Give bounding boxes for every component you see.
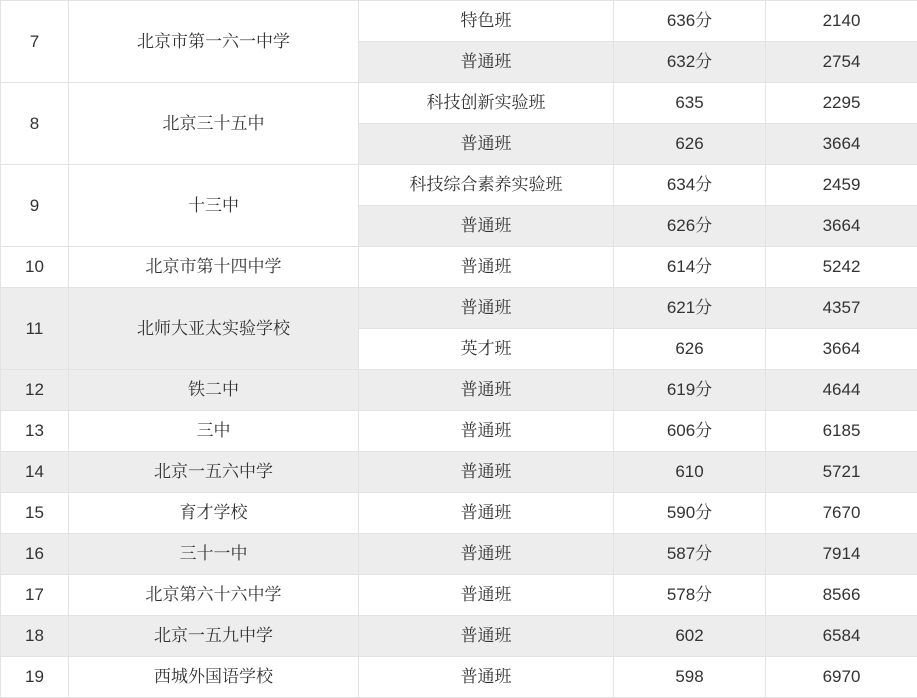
cell-score: 635: [614, 83, 766, 124]
cell-rank: 13: [1, 411, 69, 452]
cell-class-type: 普通班: [359, 657, 614, 698]
cell-score: 590分: [614, 493, 766, 534]
cell-score: 626: [614, 124, 766, 165]
cell-rank-position: 4644: [766, 370, 917, 411]
cell-rank: 15: [1, 493, 69, 534]
cell-rank: 12: [1, 370, 69, 411]
cell-rank-position: 3664: [766, 329, 917, 370]
cell-score: 636分: [614, 1, 766, 42]
cell-score: 578分: [614, 575, 766, 616]
cell-class-type: 普通班: [359, 42, 614, 83]
cell-rank-position: 5242: [766, 247, 917, 288]
cell-school-name: 北京一五九中学: [69, 616, 359, 657]
cell-class-type: 科技创新实验班: [359, 83, 614, 124]
cell-class-type: 普通班: [359, 411, 614, 452]
cell-rank: 11: [1, 288, 69, 370]
table-row: [1, 370, 917, 411]
cell-rank-position: 6185: [766, 411, 917, 452]
cell-rank-position: 2754: [766, 42, 917, 83]
cell-score: 598: [614, 657, 766, 698]
cell-school-name: 三中: [69, 411, 359, 452]
cell-class-type: 普通班: [359, 370, 614, 411]
cell-rank-position: 2459: [766, 165, 917, 206]
cell-rank-position: 3664: [766, 124, 917, 165]
cell-school-name: 北京第六十六中学: [69, 575, 359, 616]
table-row: [1, 1, 917, 42]
cell-score: 634分: [614, 165, 766, 206]
cell-score: 602: [614, 616, 766, 657]
table-row: [1, 452, 917, 493]
cell-score: 626分: [614, 206, 766, 247]
cell-class-type: 普通班: [359, 575, 614, 616]
cell-school-name: 三十一中: [69, 534, 359, 575]
cell-school-name: 铁二中: [69, 370, 359, 411]
cell-rank-position: 7670: [766, 493, 917, 534]
cell-class-type: 科技综合素养实验班: [359, 165, 614, 206]
cell-class-type: 普通班: [359, 247, 614, 288]
cell-rank: 14: [1, 452, 69, 493]
cell-class-type: 普通班: [359, 206, 614, 247]
cell-class-type: 普通班: [359, 452, 614, 493]
table-row: [1, 247, 917, 288]
table-row: [1, 83, 917, 124]
cell-rank: 9: [1, 165, 69, 247]
cell-class-type: 普通班: [359, 288, 614, 329]
cell-school-name: 西城外国语学校: [69, 657, 359, 698]
cell-score: 587分: [614, 534, 766, 575]
cell-school-name: 育才学校: [69, 493, 359, 534]
cell-score: 614分: [614, 247, 766, 288]
cell-class-type: 普通班: [359, 493, 614, 534]
cell-class-type: 英才班: [359, 329, 614, 370]
cell-rank-position: 3664: [766, 206, 917, 247]
cell-class-type: 普通班: [359, 616, 614, 657]
cell-rank-position: 6970: [766, 657, 917, 698]
table-row: [1, 616, 917, 657]
cell-class-type: 特色班: [359, 1, 614, 42]
cell-rank: 10: [1, 247, 69, 288]
cell-school-name: 北师大亚太实验学校: [69, 288, 359, 370]
cell-class-type: 普通班: [359, 534, 614, 575]
cell-rank-position: 8566: [766, 575, 917, 616]
cell-class-type: 普通班: [359, 124, 614, 165]
cell-score: 606分: [614, 411, 766, 452]
cell-rank-position: 4357: [766, 288, 917, 329]
cell-score: 632分: [614, 42, 766, 83]
table-row: [1, 411, 917, 452]
cell-rank-position: 2140: [766, 1, 917, 42]
cell-score: 626: [614, 329, 766, 370]
cell-rank-position: 2295: [766, 83, 917, 124]
table-row: [1, 165, 917, 206]
cell-rank-position: 7914: [766, 534, 917, 575]
cell-school-name: 北京市第十四中学: [69, 247, 359, 288]
table-row: [1, 288, 917, 329]
cell-rank: 17: [1, 575, 69, 616]
table-row: [1, 575, 917, 616]
cell-score: 619分: [614, 370, 766, 411]
cell-rank: 8: [1, 83, 69, 165]
table-row: [1, 657, 917, 698]
cell-school-name: 北京市第一六一中学: [69, 1, 359, 83]
cell-score: 621分: [614, 288, 766, 329]
table-row: [1, 493, 917, 534]
cell-school-name: 十三中: [69, 165, 359, 247]
cell-rank: 18: [1, 616, 69, 657]
table-row: [1, 534, 917, 575]
table-body: [1, 1, 917, 698]
cell-school-name: 北京一五六中学: [69, 452, 359, 493]
cell-score: 610: [614, 452, 766, 493]
cell-rank-position: 6584: [766, 616, 917, 657]
cell-rank-position: 5721: [766, 452, 917, 493]
cell-rank: 16: [1, 534, 69, 575]
cell-rank: 19: [1, 657, 69, 698]
cell-rank: 7: [1, 1, 69, 83]
cell-school-name: 北京三十五中: [69, 83, 359, 165]
